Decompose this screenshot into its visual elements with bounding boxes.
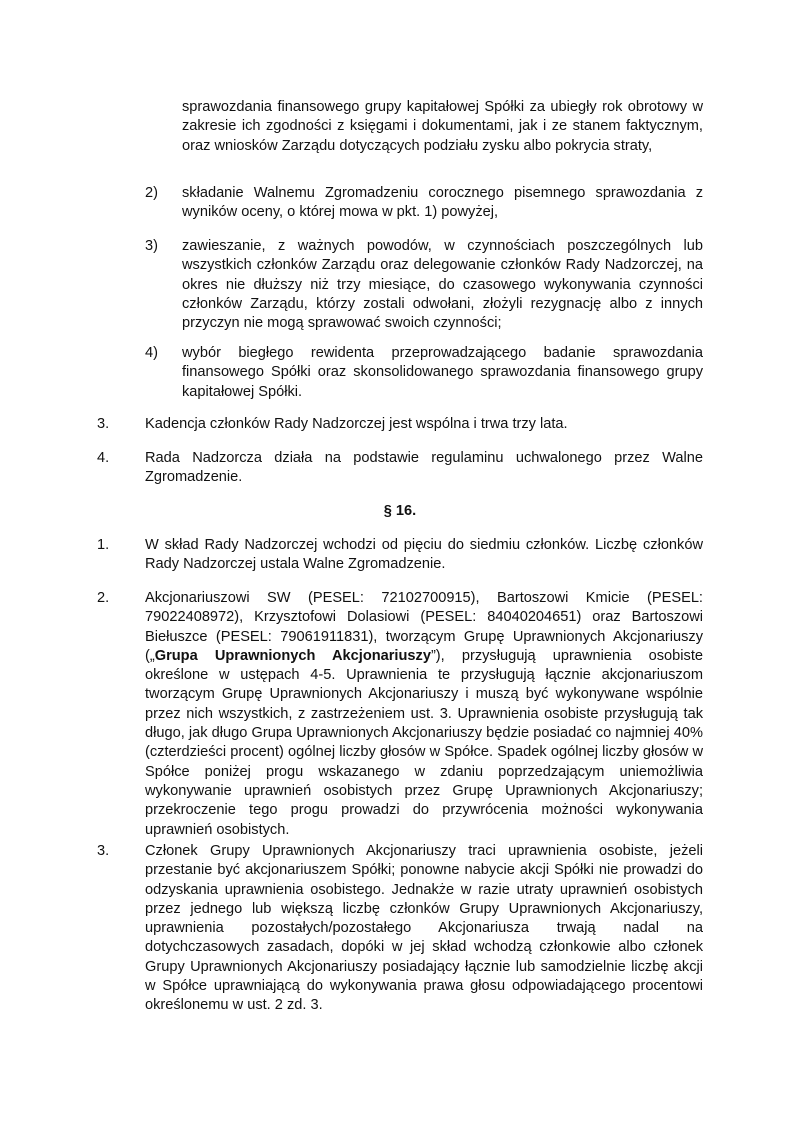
item-2-personal-rights <box>97 589 703 840</box>
item-text-part: Akcjonariuszowi SW (PESEL: 72102700915), Bartoszowi Kmicie (PESEL: 79022408972), Krzysztofowi Dolasiowi (PESEL: 84040204651) oraz Bartoszowi Biełuszce (PESEL: 79061911831), tworzącym Grupę Uprawnionych Akcjonariuszy („ <box>145 590 703 664</box>
item-number: 1. <box>97 537 110 553</box>
subitem-number: 2) <box>145 185 158 201</box>
subitem-3 <box>145 237 703 333</box>
item-number: 4. <box>97 450 110 466</box>
subitem-text: składanie Walnemu Zgromadzeniu corocznego pisemnego sprawozdania z wyników oceny, o której mowa w pkt. 1) powyżej, <box>182 185 703 221</box>
item-text <box>145 589 703 840</box>
subitem-text: zawieszanie, z ważnych powodów, w czynnościach poszczególnych lub wszystkich członków Zarządu oraz delegowanie członków Rady Nadzorczej, na okres nie dłuższy niż trzy miesiące, do czasowego wykonywania czynności członków Zarządu, którzy zostali odwołani, złożyli rezygnację albo z innych przyczyn nie mogą sprawować swoich czynności; <box>182 238 703 332</box>
item-text-part: ”), przysługują uprawnienia osobiste określone w ustępach 4-5. Uprawnienia te przysługują łącznie akcjonariuszom tworzącym Grupę Uprawnionych Akcjonariuszy i muszą być wykonywane wspólnie przez nich wszystkich, z zastrzeżeniem ust. 3. Uprawnienia osobiste przysługują tak długo, jak długo Grupa Uprawnionych Akcjonariuszy będzie posiadać co najmniej 40% (czterdzieści procent) ogólnej liczby głosów w Spółce. Spadek ogólnej liczby głosów w Spółce poniżej progu wskazanego w zdaniu poprzedzającym uniemożliwia wykonywanie uprawnień osobistych przez Grupę Uprawnionych Akcjonariuszy; przekroczenie tego progu prowadzi do przywrócenia możności wykonywania uprawnień osobistych. <box>145 647 703 838</box>
subitem-number: 3) <box>145 238 158 254</box>
continuation-paragraph: sprawozdania finansowego grupy kapitałowej Spółki za ubiegły rok obrotowy w zakresie ich zgodności z księgami i dokumentami, jak i ze stanem faktycznym, oraz wniosków Zarządu dotyczących podziału zysku albo pokrycia straty, <box>182 99 703 154</box>
subitem-4 <box>145 344 703 402</box>
item-text: Rada Nadzorcza działa na podstawie regulaminu uchwalonego przez Walne Zgromadzenie. <box>145 450 703 486</box>
item-number: 3. <box>97 416 110 432</box>
item-3-term <box>97 415 703 434</box>
item-4-regulation <box>97 449 703 488</box>
item-text: Kadencja członków Rady Nadzorczej jest wspólna i trwa trzy lata. <box>145 416 568 432</box>
item-3-loss-of-rights <box>97 842 703 1016</box>
subitem-2 <box>145 184 703 223</box>
item-text: Członek Grupy Uprawnionych Akcjonariuszy traci uprawnienia osobiste, jeżeli przestanie być akcjonariuszem Spółki; ponowne nabycie akcji Spółki nie prowadzi do odzyskania uprawnienia osobistego. Jednakże w razie utraty uprawnień osobistych przez jednego lub większą liczbę członków Grupy Uprawnionych Akcjonariuszy, uprawnienia pozostałych/pozostałego Akcjonariusza trwają nadal na dotychczasowych zasadach, dopóki w jej skład wchodzą członkowie albo członek Grupy Uprawnionych Akcjonariuszy posiadający łącznie lub samodzielnie liczbę akcji w Spółce uprawniającą do wykonywania prawa głosu odpowiadającego procentowi określonemu w ust. 2 zd. 3. <box>145 843 703 1014</box>
subitem-text: wybór biegłego rewidenta przeprowadzającego badanie sprawozdania finansowego Spółki oraz skonsolidowanego sprawozdania finansowego grupy kapitałowej Spółki. <box>182 345 703 400</box>
item-text: W skład Rady Nadzorczej wchodzi od pięciu do siedmiu członków. Liczbę członków Rady Nadzorczej ustala Walne Zgromadzenie. <box>145 537 703 573</box>
item-number: 2. <box>97 590 110 606</box>
item-number: 3. <box>97 843 110 859</box>
defined-term: Grupa Uprawnionych Akcjonariuszy <box>154 647 431 664</box>
item-1-composition <box>97 536 703 575</box>
section-heading: § 16. <box>383 503 417 519</box>
subitem-number: 4) <box>145 345 158 361</box>
